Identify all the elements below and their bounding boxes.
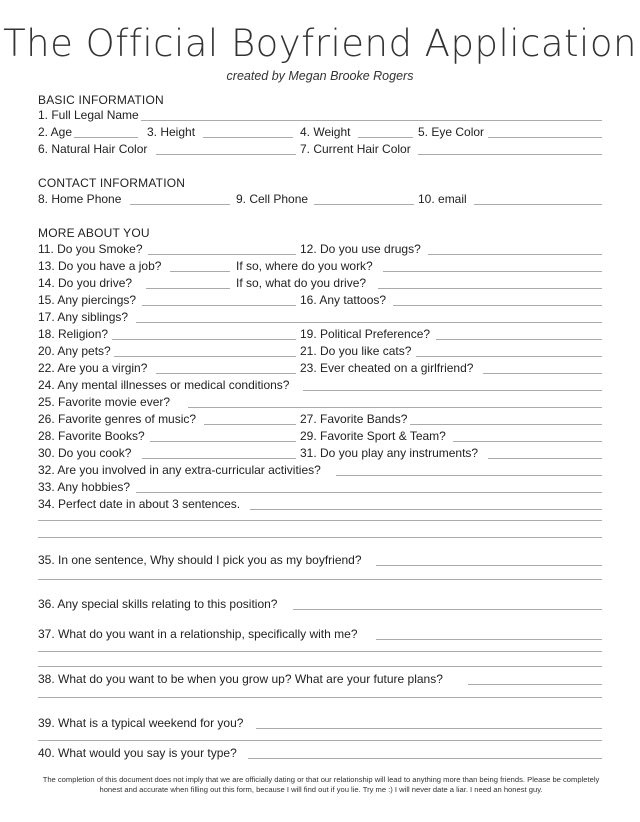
field-label-siblings: 17. Any siblings? xyxy=(38,310,129,324)
answer-line-smoke[interactable] xyxy=(148,254,296,255)
answer-line-email[interactable] xyxy=(474,204,602,205)
field-label-weight: 4. Weight xyxy=(300,125,351,139)
answer-line-relationship-3[interactable] xyxy=(38,666,602,667)
answer-line-virgin[interactable] xyxy=(156,373,296,374)
answer-line-drugs[interactable] xyxy=(428,254,602,255)
answer-line-drive[interactable] xyxy=(146,288,230,289)
field-label-age: 2. Age xyxy=(38,125,73,139)
answer-line-tattoos[interactable] xyxy=(393,305,602,306)
field-label-typical-weekend: 39. What is a typical weekend for you? xyxy=(38,716,244,730)
answer-line-home-phone[interactable] xyxy=(130,204,230,205)
field-row-20 xyxy=(38,344,602,360)
answer-line-favorite-books[interactable] xyxy=(150,441,296,442)
field-label-pets: 20. Any pets? xyxy=(38,344,111,358)
field-label-why-pick-you: 35. In one sentence, Why should I pick you as my boyfriend? xyxy=(38,553,362,567)
field-row-34 xyxy=(38,497,602,513)
answer-line-political[interactable] xyxy=(436,339,602,340)
answer-line-height[interactable] xyxy=(203,137,293,138)
field-label-relationship: 37. What do you want in a relationship, specifically with me? xyxy=(38,627,358,641)
answer-line-weight[interactable] xyxy=(358,137,413,138)
section-heading-contact: CONTACT INFORMATION xyxy=(38,176,186,190)
answer-line-music-genres[interactable] xyxy=(204,424,296,425)
answer-line-cats[interactable] xyxy=(416,356,602,357)
field-label-height: 3. Height xyxy=(147,125,196,139)
answer-line-typical-weekend-2[interactable] xyxy=(38,740,602,741)
field-label-favorite-books: 28. Favorite Books? xyxy=(38,429,145,443)
field-label-current-hair-color: 7. Current Hair Color xyxy=(300,142,411,156)
field-label-sport-team: 29. Favorite Sport & Team? xyxy=(300,429,446,443)
field-label-cats: 21. Do you like cats? xyxy=(300,344,412,358)
field-label-what-drive: If so, what do you drive? xyxy=(236,276,367,290)
field-label-favorite-movie: 25. Favorite movie ever? xyxy=(38,395,171,409)
field-row-2 xyxy=(38,125,602,141)
answer-line-hobbies[interactable] xyxy=(136,492,602,493)
field-label-virgin: 22. Are you a virgin? xyxy=(38,361,148,375)
field-row-33 xyxy=(38,480,602,496)
field-label-job: 13. Do you have a job? xyxy=(38,259,162,273)
field-label-mental-illnesses: 24. Any mental illnesses or medical conditions? xyxy=(38,378,290,392)
answer-line-perfect-date[interactable] xyxy=(250,509,602,510)
field-row-30 xyxy=(38,446,602,462)
answer-line-natural-hair-color[interactable] xyxy=(156,154,296,155)
answer-line-favorite-bands[interactable] xyxy=(410,424,602,425)
answer-line-where-work[interactable] xyxy=(383,271,602,272)
answer-line-age[interactable] xyxy=(74,137,138,138)
field-row-14 xyxy=(38,276,602,292)
field-label-political: 19. Political Preference? xyxy=(300,327,431,341)
answer-line-piercings[interactable] xyxy=(142,305,296,306)
answer-line-instruments[interactable] xyxy=(488,458,602,459)
field-label-full-legal-name: 1. Full Legal Name xyxy=(38,108,139,122)
answer-line-cook[interactable] xyxy=(142,458,296,459)
field-row-38 xyxy=(38,672,602,688)
answer-line-favorite-movie[interactable] xyxy=(188,407,602,408)
field-row-28 xyxy=(38,429,602,445)
field-row-17 xyxy=(38,310,602,326)
field-label-piercings: 15. Any piercings? xyxy=(38,293,137,307)
field-row-15 xyxy=(38,293,602,309)
answer-line-extracurricular[interactable] xyxy=(336,475,602,476)
answer-line-relationship-2[interactable] xyxy=(38,651,602,652)
field-label-drive: 14. Do you drive? xyxy=(38,276,133,290)
answer-line-why-pick-you[interactable] xyxy=(376,565,602,566)
answer-line-cheated[interactable] xyxy=(483,373,602,374)
answer-line-siblings[interactable] xyxy=(136,322,602,323)
field-row-35 xyxy=(38,553,602,569)
field-label-religion: 18. Religion? xyxy=(38,327,109,341)
answer-line-mental-illnesses[interactable] xyxy=(303,390,602,391)
field-row-11 xyxy=(38,242,602,258)
answer-line-cell-phone[interactable] xyxy=(314,204,414,205)
field-row-3 xyxy=(38,142,602,158)
answer-line-job[interactable] xyxy=(170,271,230,272)
field-row-40 xyxy=(38,746,602,762)
field-row-22 xyxy=(38,361,602,377)
answer-line-perfect-date-3[interactable] xyxy=(38,537,602,538)
field-row-13 xyxy=(38,259,602,275)
answer-line-perfect-date-2[interactable] xyxy=(38,520,602,521)
field-row-39 xyxy=(38,716,602,732)
section-heading-basic: BASIC INFORMATION xyxy=(38,93,164,107)
page-subtitle: created by Megan Brooke Rogers xyxy=(226,69,414,83)
disclaimer-footer: The completion of this document does not imply that we are officially dating or that our relationship will lead to anything more than being friends. Please be completely honest and accurate when filling out this form, because I will find out if you lie. Try me :) I will never date a liar. I need an honest guy. xyxy=(42,775,600,794)
field-label-home-phone: 8. Home Phone xyxy=(38,192,122,206)
answer-line-religion[interactable] xyxy=(112,339,296,340)
field-row-25 xyxy=(38,395,602,411)
field-label-perfect-date: 34. Perfect date in about 3 sentences. xyxy=(38,497,241,511)
field-label-hobbies: 33. Any hobbies? xyxy=(38,480,131,494)
section-heading-more: MORE ABOUT YOU xyxy=(38,226,150,240)
answer-line-current-hair-color[interactable] xyxy=(418,154,602,155)
field-row-1 xyxy=(38,108,602,124)
field-row-37 xyxy=(38,627,602,643)
page-title: The Official Boyfriend Application xyxy=(3,22,637,65)
field-row-26 xyxy=(38,412,602,428)
answer-line-pets[interactable] xyxy=(114,356,296,357)
answer-line-what-drive[interactable] xyxy=(378,288,602,289)
field-row-24 xyxy=(38,378,602,394)
field-label-email: 10. email xyxy=(418,192,467,206)
field-row-18 xyxy=(38,327,602,343)
answer-line-future-plans[interactable] xyxy=(468,684,602,685)
field-label-music-genres: 26. Favorite genres of music? xyxy=(38,412,197,426)
field-label-cheated: 23. Ever cheated on a girlfriend? xyxy=(300,361,474,375)
field-label-eye-color: 5. Eye Color xyxy=(418,125,485,139)
answer-line-special-skills[interactable] xyxy=(293,609,602,610)
answer-line-relationship[interactable] xyxy=(376,639,602,640)
field-label-favorite-bands: 27. Favorite Bands? xyxy=(300,412,408,426)
field-label-where-work: If so, where do you work? xyxy=(236,259,373,273)
answer-line-your-type[interactable] xyxy=(248,758,602,759)
answer-line-sport-team[interactable] xyxy=(453,441,602,442)
answer-line-future-plans-2[interactable] xyxy=(38,697,602,698)
field-label-future-plans: 38. What do you want to be when you grow up? What are your future plans? xyxy=(38,672,443,686)
answer-line-eye-color[interactable] xyxy=(488,137,602,138)
field-label-natural-hair-color: 6. Natural Hair Color xyxy=(38,142,148,156)
answer-line-full-legal-name[interactable] xyxy=(138,120,602,121)
field-label-instruments: 31. Do you play any instruments? xyxy=(300,446,479,460)
field-row-36 xyxy=(38,597,602,613)
field-row-32 xyxy=(38,463,602,479)
field-label-special-skills: 36. Any special skills relating to this position? xyxy=(38,597,278,611)
answer-line-typical-weekend[interactable] xyxy=(256,728,602,729)
field-label-cook: 30. Do you cook? xyxy=(38,446,132,460)
field-row-4 xyxy=(38,192,602,208)
field-label-smoke: 11. Do you Smoke? xyxy=(38,242,143,256)
field-label-your-type: 40. What would you say is your type? xyxy=(38,746,237,760)
answer-line-why-pick-you-2[interactable] xyxy=(38,579,602,580)
field-label-drugs: 12. Do you use drugs? xyxy=(300,242,421,256)
field-label-cell-phone: 9. Cell Phone xyxy=(236,192,309,206)
field-label-extracurricular: 32. Are you involved in any extra-curricular activities? xyxy=(38,463,321,477)
field-label-tattoos: 16. Any tattoos? xyxy=(300,293,387,307)
